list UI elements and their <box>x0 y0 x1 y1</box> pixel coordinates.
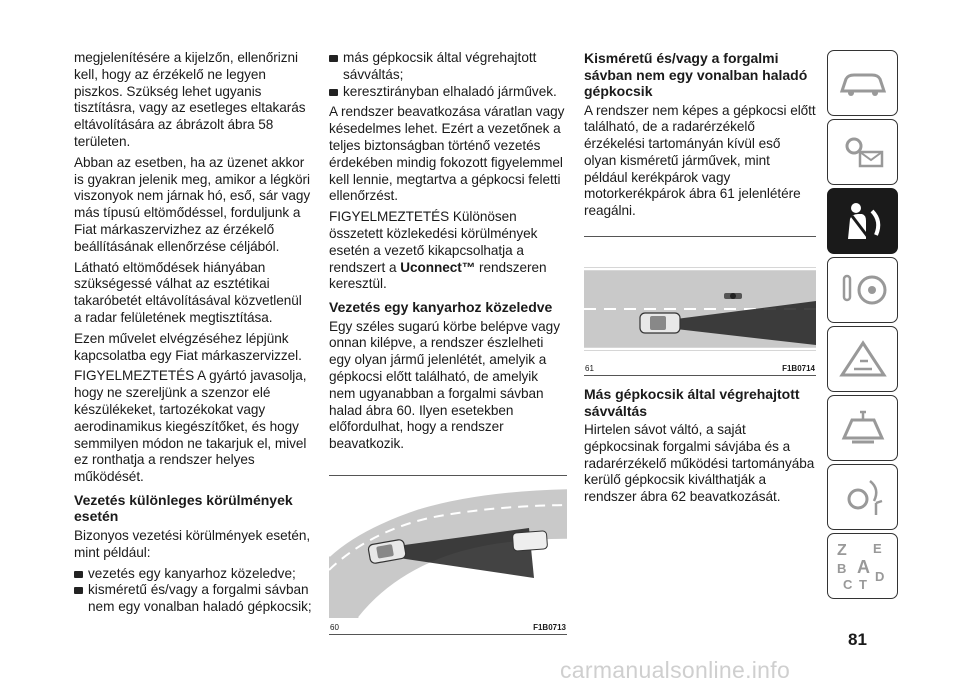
paragraph: Abban az esetben, ha az üzenet akkor is gyakran jelenik meg, amikor a légköri viszonyok nem járnak hó, eső, sár vagy más típusú eltömődéssel, forduljunk a Fiat márkaszervizhez az érzékelő beállításának ellenőrzése céljából. <box>74 154 311 254</box>
column-2 <box>329 50 567 635</box>
tab-index[interactable] <box>827 533 898 599</box>
car-icon <box>640 313 680 333</box>
motorcycle-icon <box>724 293 742 299</box>
safety-seatbelt-icon <box>838 199 888 243</box>
list-item: keresztirányban elhaladó járművek. <box>329 84 567 101</box>
figure-61 <box>584 236 816 376</box>
warning-paragraph: FIGYELMEZTETÉS A gyártó javasolja, hogy ne szereljünk a szenzor elé készülékeket, tartozékokat vagy aerodinamikus kiegészítőket, és hogy semmilyen módon ne takarjuk el, mivel ez ronthatja a rendszer helyes működését. <box>74 368 307 485</box>
paragraph: Hirtelen sávot váltó, a saját gépkocsinak forgalmi sávjába és a radarérzékelő működési tartományába kerülő gépkocsik kiválthatják a rendszer ábra 62 beavatkozását. <box>584 422 815 505</box>
paragraph: Egy széles sugarú körbe belépve vagy onnan kilépve, a rendszer észlelheti egy olyan jármű jelenlétét, amelyik a gépkocsi előtt található, de amelyik nem ugyanabban a forgalmi sávban halad ábra 60. Ilyen esetekben előfordulhat, hogy a rendszer beavatkozik. <box>329 318 560 452</box>
index-letter: B <box>836 561 846 576</box>
figure-code: F1B0713 <box>533 623 566 633</box>
list-item: vezetés egy kanyarhoz közeledve; <box>74 566 312 583</box>
paragraph: Bizonyos vezetési körülmények esetén, mint például: <box>74 527 311 560</box>
page-number: 81 <box>848 630 867 649</box>
figure-60 <box>329 475 567 635</box>
starting-driving-icon <box>836 270 890 310</box>
tab-dashboard[interactable] <box>827 50 898 116</box>
index-letter: C <box>842 577 852 592</box>
car-icon <box>512 531 547 551</box>
section-heading: Más gépkocsik által végrehajtott sávváltás <box>584 386 800 419</box>
straight-road-illustration <box>584 245 816 365</box>
section-heading: Vezetés különleges körülmények esetén <box>74 491 293 525</box>
paragraph: megjelenítésére a kijelzőn, ellenőrizni kell, hogy az érzékelő ne legyen piszkos. Szükség lehet ugyanis tisztításra, vagy az esetleges eltakarás eltávolítására az ábrázolt ábra 58 területen. <box>74 50 306 149</box>
emergency-icon <box>838 339 888 379</box>
index-icon <box>833 539 893 593</box>
tab-safety[interactable] <box>827 188 898 254</box>
index-letter: A <box>856 557 870 577</box>
figure-number: 60 <box>330 623 339 633</box>
list-item: kisméretű és/vagy a forgalmi sávban nem egy vonalban haladó gépkocsik; <box>74 582 312 616</box>
paragraph: A rendszer nem képes a gépkocsi előtt található, de a radarérzékelő érzékelési tartományán kívül eső olyan kisméretű járművek, mint például kerékpárok vagy motorkerékpárok ábra 61 jelenlétére reagálni. <box>584 102 816 219</box>
figure-number: 61 <box>585 364 594 374</box>
warning-paragraph <box>329 209 567 293</box>
figure-code: F1B0714 <box>782 364 815 374</box>
section-heading: Kisméretű és/vagy a forgalmi sávban nem egy vonalban haladó gépkocsik <box>584 50 808 99</box>
bullet-list <box>329 50 567 100</box>
multimedia-icon <box>838 475 888 519</box>
text-span: rendszeren keresztül. <box>329 259 547 292</box>
column-1 <box>74 50 312 620</box>
uconnect-label: Uconnect™ <box>400 259 476 275</box>
chapter-sidebar <box>827 50 898 602</box>
column-3 <box>584 50 816 510</box>
tab-maintenance[interactable] <box>827 395 898 461</box>
index-letter: E <box>872 541 882 556</box>
maintenance-icon <box>838 408 888 448</box>
curve-road-illustration <box>329 478 567 618</box>
car-dashboard-icon <box>838 67 888 99</box>
bullet-list <box>74 566 312 616</box>
text-span: FIGYELMEZTETÉS Különösen összetett közlekedési körülmények esetén a vezető kikapcsolhatja a rendszert a <box>329 209 538 275</box>
tab-starting-driving[interactable] <box>827 257 898 323</box>
section-heading: Vezetés egy kanyarhoz közeledve <box>329 299 553 316</box>
tab-warning-lights[interactable] <box>827 119 898 185</box>
index-letter: D <box>874 569 884 584</box>
tab-multimedia[interactable] <box>827 464 898 530</box>
list-item: más gépkocsik által végrehajtott sávváltás; <box>329 50 567 84</box>
index-letter: T <box>858 577 867 592</box>
tab-emergency[interactable] <box>827 326 898 392</box>
paragraph: Ezen művelet elvégzéséhez lépjünk kapcsolatba egy Fiat márkaszervizzel. <box>74 330 302 363</box>
warning-lights-icon <box>838 132 888 172</box>
paragraph: Látható eltömődések hiányában szükségessé válhat az esztétikai takaróbetét eltávolításával közvetlenül a radar felületének megtisztítása. <box>74 259 302 325</box>
index-letter: Z <box>836 542 847 559</box>
watermark: carmanualsonline.info <box>560 657 791 683</box>
paragraph: A rendszer beavatkozása váratlan vagy késedelmes lehet. Ezért a vezetőnek a teljes biztonságban történő vezetés érdekében mindig fokozott figyelemmel kell lennie, megtartva a gépkocsi feletti ellenőrzést. <box>329 104 565 204</box>
